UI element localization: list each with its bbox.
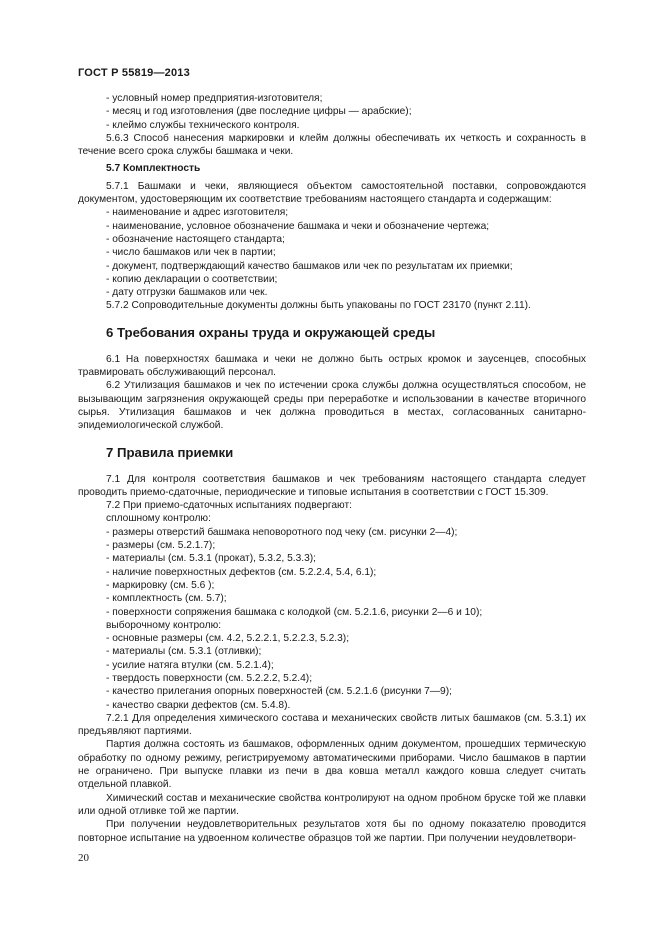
paragraph-5-7-1: 5.7.1 Башмаки и чеки, являющиеся объектом самостоятельной поставки, сопровождаются документом, удостоверяющим их соответствие требованиям настоящего стандарта и содержащим: — [78, 180, 586, 206]
list-item: - поверхности сопряжения башмака с колодкой (см. 5.2.1.6, рисунки 2—6 и 10); — [106, 606, 483, 618]
standard-header: ГОСТ Р 55819—2013 — [78, 67, 190, 79]
list-item: - материалы (см. 5.3.1 (прокат), 5.3.2, 5.3.3); — [106, 553, 316, 565]
heading-section-6: 6 Требования охраны труда и окружающей среды — [106, 324, 436, 340]
completeness-list — [78, 206, 586, 299]
paragraph-7-1: 7.1 Для контроля соответствия башмаков и чек требованиям настоящего стандарта следует проводить приемо-сдаточные, периодические и типовые испытания в соответствии с ГОСТ 15.309. — [78, 473, 586, 498]
list-item: - обозначение настоящего стандарта; — [106, 233, 285, 245]
list-item: - размеры отверстий башмака неповоротного под чеку (см. рисунки 2—4); — [106, 526, 458, 538]
sample-control-list — [78, 632, 586, 712]
list-item: - наименование и адрес изготовителя; — [106, 207, 289, 219]
list-item: - наличие поверхностных дефектов (см. 5.2.2.4, 5.4, 6.1); — [106, 566, 377, 578]
paragraph-retest: При получении неудовлетворительных результатов хотя бы по одному показателю проводится повторное испытание на удвоенном количестве образцов той же партии. При получении неудовлетвори- — [78, 819, 586, 844]
heading-5-7: 5.7 Комплектность — [106, 163, 201, 175]
paragraph-7-2-1: 7.2.1 Для определения химического состава и механических свойств литых башмаков (см. 5.3.1) их предъявляют партиями. — [78, 712, 586, 738]
list-item: - усилие натяга втулки (см. 5.2.1.4); — [106, 659, 274, 671]
list-item: - месяц и год изготовления (две последние цифры — арабские); — [106, 106, 412, 118]
page-content — [78, 92, 586, 845]
paragraph-6-1: 6.1 На поверхностях башмака и чеки не должно быть острых кромок и заусенцев, способных травмировать обслуживающий персонал. — [78, 353, 586, 379]
list-item: - наименование, условное обозначение башмака и чеки и обозначение чертежа; — [106, 220, 490, 232]
list-item: - документ, подтверждающий качество башмаков или чек по результатам их приемки; — [106, 260, 513, 272]
list-item: - твердость поверхности (см. 5.2.2.2, 5.2.4); — [106, 672, 313, 684]
full-control-label: сплошному контролю: — [106, 513, 211, 525]
paragraph-5-6-3: 5.6.3 Способ нанесения маркировки и клейм должны обеспечивать их четкость и сохранность в течение всего срока службы башмака и чеки. — [78, 132, 586, 158]
full-control-list — [78, 526, 586, 619]
paragraph-7-2: 7.2 При приемо-сдаточных испытаниях подвергают: — [106, 500, 352, 512]
heading-section-7: 7 Правила приемки — [106, 444, 234, 460]
list-item: - основные размеры (см. 4.2, 5.2.2.1, 5.2.2.3, 5.2.3); — [106, 633, 350, 645]
paragraph-chemistry: Химический состав и механические свойства контролируют на одном пробном бруске той же плавки или одной отливке той же партии. — [78, 792, 586, 817]
list-item: - условный номер предприятия-изготовителя; — [106, 93, 323, 104]
list-item: - комплектность (см. 5.7); — [106, 593, 227, 605]
list-item: - качество сварки дефектов (см. 5.4.8). — [106, 699, 291, 711]
list-item: - копию декларации о соответствии; — [106, 273, 278, 285]
list-item: - клеймо службы технического контроля. — [106, 119, 300, 131]
paragraph-6-2: 6.2 Утилизация башмаков и чек по истечении срока службы должна осуществляться способом, не вызывающим загрязнения окружающей среды при переработке и использовании в качестве вторичного сырья. Утилизация башмаков и чек должна проводиться в местах, согласованных санитарно-эпидемиологической службой. — [78, 380, 586, 432]
marking-list — [78, 92, 586, 132]
list-item: - маркировку (см. 5.6 ); — [106, 579, 215, 591]
page-number: 20 — [78, 852, 89, 864]
list-item: - число башмаков или чек в партии; — [106, 247, 276, 259]
list-item: - качество прилегания опорных поверхностей (см. 5.2.1.6 (рисунки 7—9); — [106, 686, 452, 698]
paragraph-5-7-2: 5.7.2 Сопроводительные документы должны быть упакованы по ГОСТ 23170 (пункт 2.11). — [106, 300, 531, 312]
paragraph-batch: Партия должна состоять из башмаков, оформленных одним документом, прошедших термическую обработку по одному режиму, регистрируемому автоматическими приборами. Число башмаков в партии не ограничено. При выпуске плавки из печи в два ковша металл каждого ковша следует считать отдельной плавкой. — [78, 739, 586, 791]
list-item: - материалы (см. 5.3.1 (отливки); — [106, 646, 262, 658]
list-item: - дату отгрузки башмаков или чек. — [106, 287, 268, 299]
list-item: - размеры (см. 5.2.1.7); — [106, 540, 216, 552]
sample-control-label: выборочному контролю: — [106, 619, 222, 631]
